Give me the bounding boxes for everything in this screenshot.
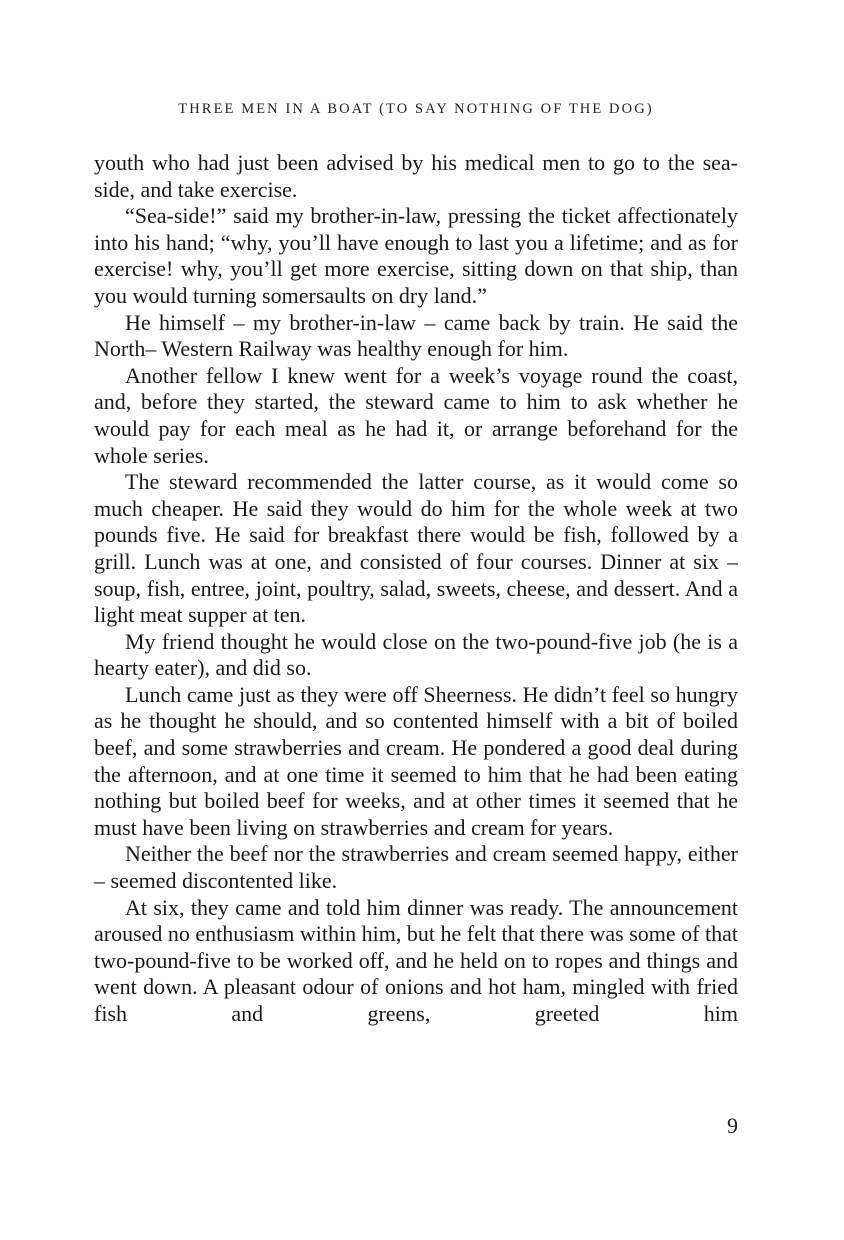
paragraph: My friend thought he would close on the two-pound-five job (he is a hearty eater), and did so. (94, 628, 738, 681)
paragraph: “Sea-side!” said my brother-in-law, pressing the ticket affectionately into his hand; “why, you’ll have enough to last you a lifetime; and as for exercise! why, you’ll get more exercise, sitting down on that ship, than you would turning somersaults on dry land.” (94, 203, 738, 308)
paragraph: He himself – my brother-in-law – came back by train. He said the North– Western Railway was healthy enough for him. (94, 309, 738, 362)
paragraph: Lunch came just as they were off Sheerness. He didn’t feel so hungry as he thought he should, and so contented himself with a bit of boiled beef, and some strawberries and cream. He pondered a good deal during the afternoon, and at one time it seemed to him that he had been eating nothing but boiled beef for weeks, and at other times it seemed that he must have been living on strawberries and cream for years. (94, 681, 738, 840)
paragraph: The steward recommended the latter course, as it would come so much cheaper. He said they would do him for the whole week at two pounds five. He said for breakfast there would be fish, followed by a grill. Lunch was at one, and consisted of four courses. Dinner at six – soup, fish, entree, joint, poultry, salad, sweets, cheese, and dessert. And a light meat supper at ten. (94, 469, 738, 628)
page-number: 9 (727, 1113, 738, 1138)
paragraph: Another fellow I knew went for a week’s voyage round the coast, and, before they started, the steward came to him to ask whether he would pay for each meal as he had it, or arrange beforehand for the whole series. (94, 362, 738, 468)
paragraph: At six, they came and told him dinner was ready. The announcement aroused no enthusiasm within him, but he felt that there was some of that two-pound-five to be worked off, and he held on to ropes and things and went down. A pleasant odour of onions and hot ham, mingled with fried fish and greens, greeted him (94, 894, 738, 1026)
paragraph: youth who had just been advised by his medical men to go to the sea-side, and take exercise. (94, 150, 738, 202)
paragraph: Neither the beef nor the strawberries and cream seemed happy, either – seemed discontented like. (94, 841, 738, 894)
running-head: THREE MEN IN A BOAT (TO SAY NOTHING OF THE DOG) (178, 101, 654, 117)
body-text (94, 150, 738, 1028)
